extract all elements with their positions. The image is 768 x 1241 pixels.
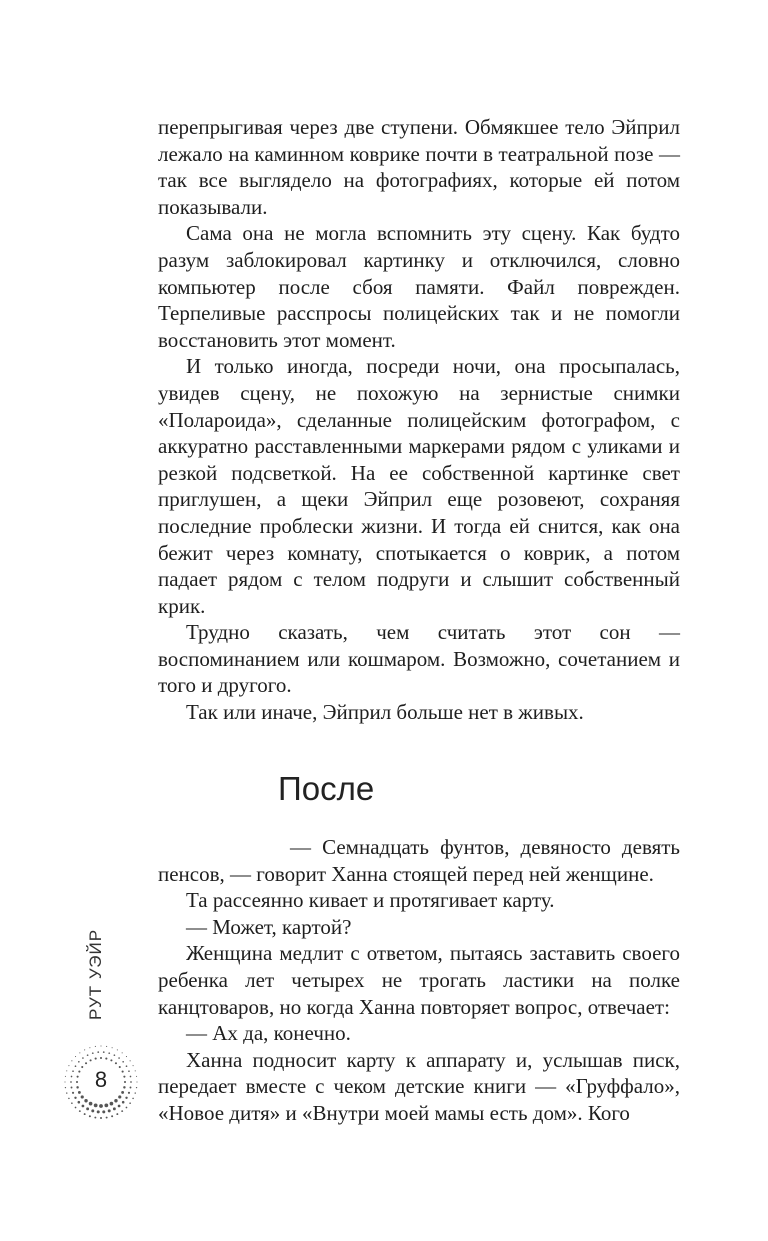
- paragraph: Сама она не могла вспомнить эту сцену. Как будто разум заблокировал картинку и отключился, словно компьютер после сбоя памяти. Файл поврежден. Терпеливые расспросы полицейских так и не помогли восстановить этот момент.: [158, 221, 680, 352]
- paragraph: — Семнадцать фунтов, девяносто девять пенсов, — говорит Ханна стоящей перед ней женщине.: [158, 835, 680, 886]
- running-head-author: РУТ УЭЙР: [86, 928, 105, 1020]
- body-text-bottom: [158, 834, 680, 1127]
- page-number-badge: [62, 1043, 140, 1121]
- chapter-title: После: [278, 770, 375, 807]
- paragraph: Так или иначе, Эйприл больше нет в живых.: [186, 700, 584, 725]
- paragraph: перепрыгивая через две ступени. Обмякшее тело Эйприл лежало на каминном коврике почти в театральной позе — так все выглядело на фотографиях, которые ей потом показывали.: [158, 115, 680, 219]
- paragraph: Та рассеянно кивает и протягивает карту.: [186, 888, 555, 913]
- paragraph: Женщина медлит с ответом, пытаясь заставить своего ребенка лет четырех не трогать ластики на полке канцтоваров, но когда Ханна повторяет вопрос, отвечает:: [158, 941, 680, 1019]
- paragraph: — Ах да, конечно.: [186, 1021, 351, 1046]
- paragraph: Трудно сказать, чем считать этот сон — воспоминанием или кошмаром. Возможно, сочетанием и того и другого.: [158, 620, 680, 698]
- body-text-top: [158, 114, 680, 726]
- paragraph: И только иногда, посреди ночи, она просыпалась, увидев сцену, не похожую на зернистые снимки «Полароида», сделанные полицейским фотографом, с аккуратно расставленными маркерами рядом с уликами и резкой подсветкой. На ее собственной картинке свет приглушен, а щеки Эйприл еще розовеют, сохраняя последние проблески жизни. И тогда ей снится, как она бежит через комнату, спотыкается о коврик, а потом падает рядом с телом подруги и слышит собственный крик.: [158, 354, 680, 618]
- paragraph: Ханна подносит карту к аппарату и, услышав писк, передает вместе с чеком детские книги — «Груффало», «Новое дитя» и «Внутри моей мамы есть дом». Кого: [158, 1047, 680, 1125]
- page-number: 8: [94, 1067, 108, 1092]
- paragraph: — Может, картой?: [186, 914, 352, 939]
